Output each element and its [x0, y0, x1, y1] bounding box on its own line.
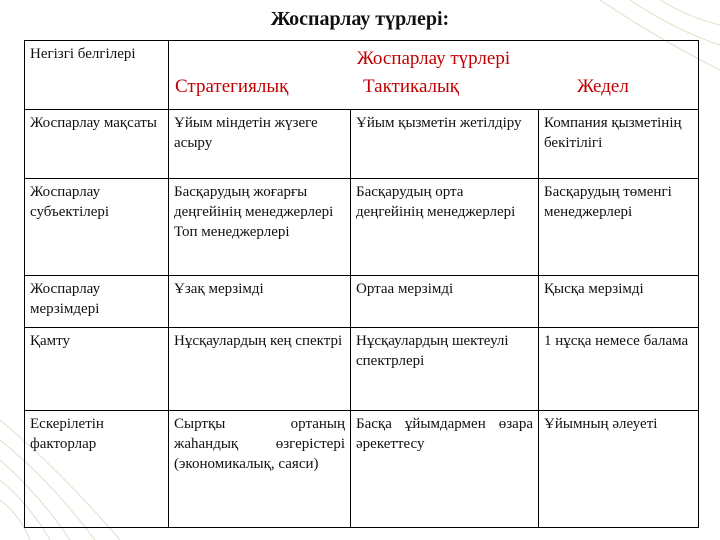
row-label: Жоспарлау мерзімдері [25, 276, 169, 328]
planning-types-table [24, 40, 699, 528]
table-cell: Сыртқы ортаның жаһандық өзгерістері (экономикалық, саяси) [169, 411, 351, 528]
table-row [25, 411, 699, 528]
column-tactical: Тактикалық [363, 76, 460, 97]
table-cell: Басқарудың орта деңгейінің менеджерлері [351, 179, 539, 276]
header-main-cell [169, 41, 699, 110]
header-main-label: Жоспарлау түрлері [356, 48, 511, 69]
table-cell: Ұйым қызметін жетілдіру [351, 110, 539, 179]
row-label: Қамту [25, 328, 169, 411]
table-row [25, 110, 699, 179]
table-cell: Басқа ұйымдармен өзара әрекеттесу [351, 411, 539, 528]
row-label: Жоспарлау субъектілері [25, 179, 169, 276]
table-row [25, 179, 699, 276]
table-cell: Ұйымның әлеуеті [539, 411, 699, 528]
table-cell: 1 нұсқа немесе балама [539, 328, 699, 411]
table-row [25, 276, 699, 328]
table-row [25, 328, 699, 411]
header-left-label: Негізгі белгілері [30, 46, 136, 62]
table-cell: Ұзақ мерзімді [169, 276, 351, 328]
row-label: Жоспарлау мақсаты [25, 110, 169, 179]
table-cell: Нұсқаулардың кең спектрі [169, 328, 351, 411]
table-cell: Ортаа мерзімді [351, 276, 539, 328]
table-header-row [25, 41, 699, 110]
table-cell: Басқарудың жоғарғы деңгейінің менеджерлері Топ менеджерлері [169, 179, 351, 276]
table-cell: Нұсқаулардың шектеулі спектрлері [351, 328, 539, 411]
column-operational: Жедел [577, 76, 629, 97]
table-cell: Ұйым міндетін жүзеге асыру [169, 110, 351, 179]
column-strategic: Стратегиялық [175, 76, 289, 97]
table-cell: Компания қызметінің бекітілігі [539, 110, 699, 179]
row-label: Ескерілетін факторлар [25, 411, 169, 528]
header-left-cell [25, 41, 169, 110]
page-title: Жоспарлау түрлері: [270, 8, 450, 30]
table-cell: Басқарудың төменгі менеджерлері [539, 179, 699, 276]
table-cell: Қысқа мерзімді [539, 276, 699, 328]
